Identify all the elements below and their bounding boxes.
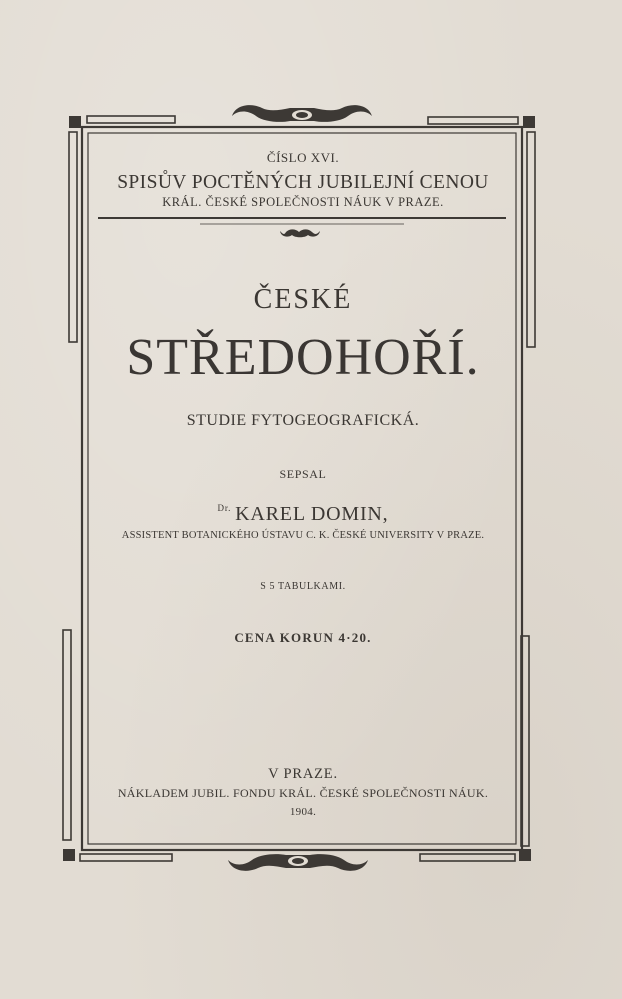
small-ornament-icon <box>280 229 320 237</box>
author-name-text: KAREL DOMIN, <box>235 503 389 525</box>
subtitle: STUDIE FYTOGEOGRAFICKÁ. <box>186 412 420 429</box>
author-affiliation: ASSISTENT BOTANICKÉHO ÚSTAVU C. K. ČESKÉ UNIVERSITY V PRAZE. <box>121 530 485 541</box>
author-title: Dr. <box>217 503 232 513</box>
art-nouveau-ornament-icon <box>228 854 368 871</box>
series-title: SPISŮV POCTĚNÝCH JUBILEJNÍ CENOU <box>117 172 489 193</box>
tables-note: S 5 TABULKAMI. <box>260 581 346 592</box>
imprint-publisher: NÁKLADEM JUBIL. FONDU KRÁL. ČESKÉ SPOLEČNOSTI NÁUK. <box>117 786 489 800</box>
author-name <box>88 503 518 526</box>
series-number: ČÍSLO XVI. <box>266 150 340 165</box>
imprint-place: V PRAZE. <box>268 766 338 782</box>
title-line-2: STŘEDOHOŘÍ. <box>126 329 480 386</box>
byline: SEPSAL <box>279 467 327 481</box>
title-line-1: ČESKÉ <box>253 284 353 315</box>
art-nouveau-ornament-icon <box>232 105 372 122</box>
society-name: KRÁL. ČESKÉ SPOLEČNOSTI NÁUK V PRAZE. <box>162 195 444 209</box>
imprint-year: 1904. <box>289 806 317 818</box>
price: CENA KORUN 4·20. <box>234 630 372 645</box>
